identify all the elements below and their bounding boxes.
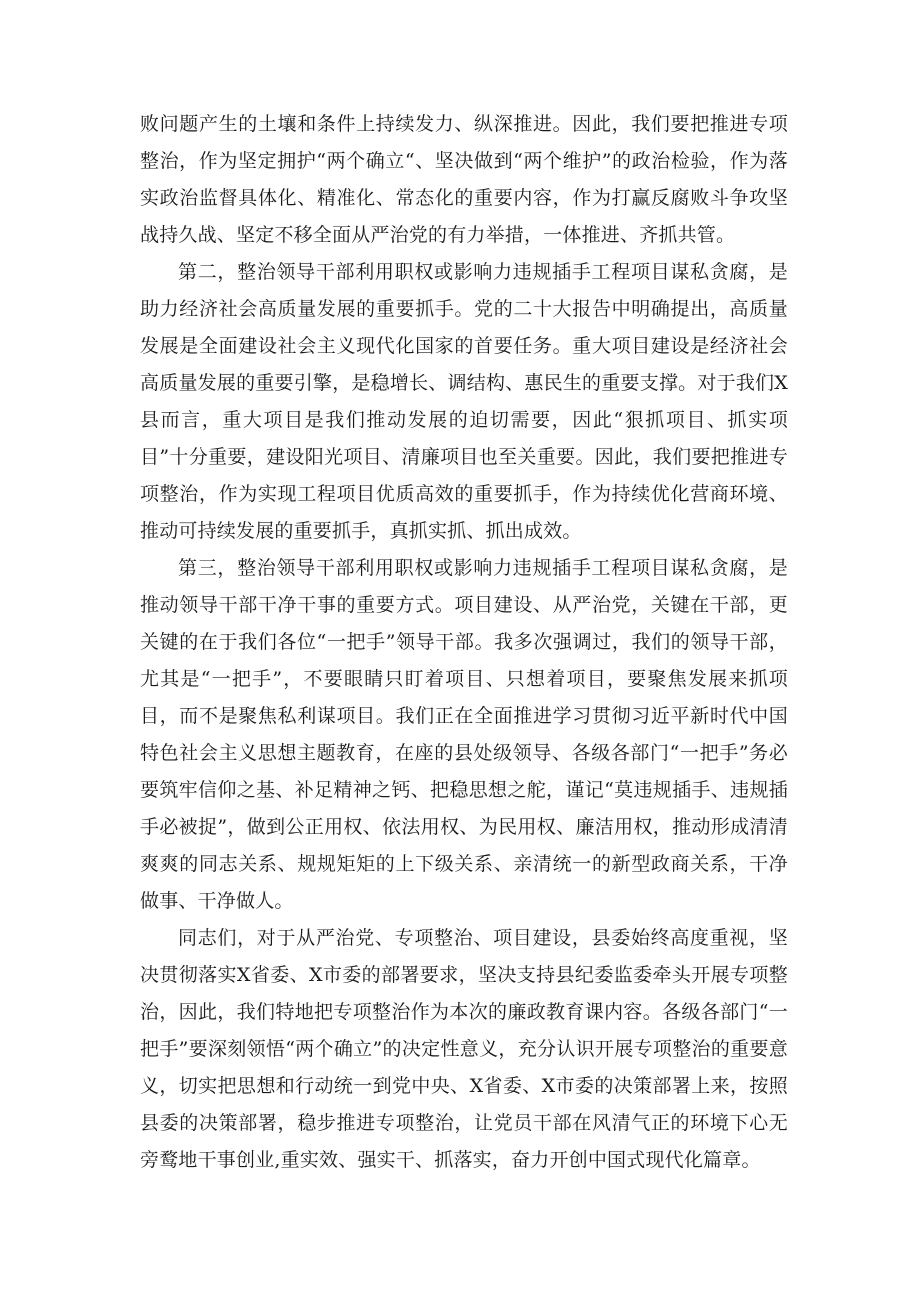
document-body bbox=[140, 106, 788, 1179]
paragraph-3: 第三，整治领导干部利用职权或影响力违规插手工程项目谋私贪腐，是推动领导干部干净干事的重要方式。项目建设、从严治党，关键在干部，更关键的在于我们各位“一把手”领导干部。我多次强调过，我们的领导干部，尤其是“一把手”，不要眼睛只盯着项目、只想着项目，要聚焦发展来抓项目，而不是聚焦私利谋项目。我们正在全面推进学习贯彻习近平新时代中国特色社会主义思想主题教育，在座的县处级领导、各级各部门“一把手”务必要筑牢信仰之基、补足精神之钙、把稳思想之舵，谨记“莫违规插手、违规插手必被捉”，做到公正用权、依法用权、为民用权、廉洁用权，推动形成清清爽爽的同志关系、规规矩矩的上下级关系、亲清统一的新型政商关系，干净做事、干净做人。 bbox=[140, 557, 788, 912]
paragraph-2: 第二，整治领导干部利用职权或影响力违规插手工程项目谋私贪腐，是助力经济社会高质量发展的重要抓手。党的二十大报告中明确提出，高质量发展是全面建设社会主义现代化国家的首要任务。重大项目建设是经济社会高质量发展的重要引擎，是稳增长、调结构、惠民生的重要支撑。对于我们X县而言，重大项目是我们推动发展的迫切需要，因此“狠抓项目、抓实项目”十分重要，建设阳光项目、清廉项目也至关重要。因此，我们要把推进专项整治，作为实现工程项目优质高效的重要抓手，作为持续优化营商环境、推动可持续发展的重要抓手，真抓实抓、抓出成效。 bbox=[140, 261, 788, 542]
paragraph-4: 同志们，对于从严治党、专项整治、项目建设，县委始终高度重视，坚决贯彻落实X省委、X市委的部署要求，坚决支持县纪委监委牵头开展专项整治，因此，我们特地把专项整治作为本次的廉政教育课内容。各级各部门“一把手”要深刻领悟“两个确立”的决定性意义，充分认识开展专项整治的重要意义，切实把思想和行动统一到党中央、X省委、X市委的决策部署上来，按照县委的决策部署，稳步推进专项整治，让党员干部在风清气正的环境下心无旁鹜地干事创业,重实效、强实干、抓落实，奋力开创中国式现代化篇章。 bbox=[140, 927, 788, 1171]
paragraph-1: 败问题产生的土壤和条件上持续发力、纵深推进。因此，我们要把推进专项整治，作为坚定拥护“两个确立“、坚决做到“两个维护”的政治检验，作为落实政治监督具体化、精准化、常态化的重要内容，作为打赢反腐败斗争攻坚战持久战、坚定不移全面从严治党的有力举措，一体推进、齐抓共管。 bbox=[140, 113, 788, 246]
